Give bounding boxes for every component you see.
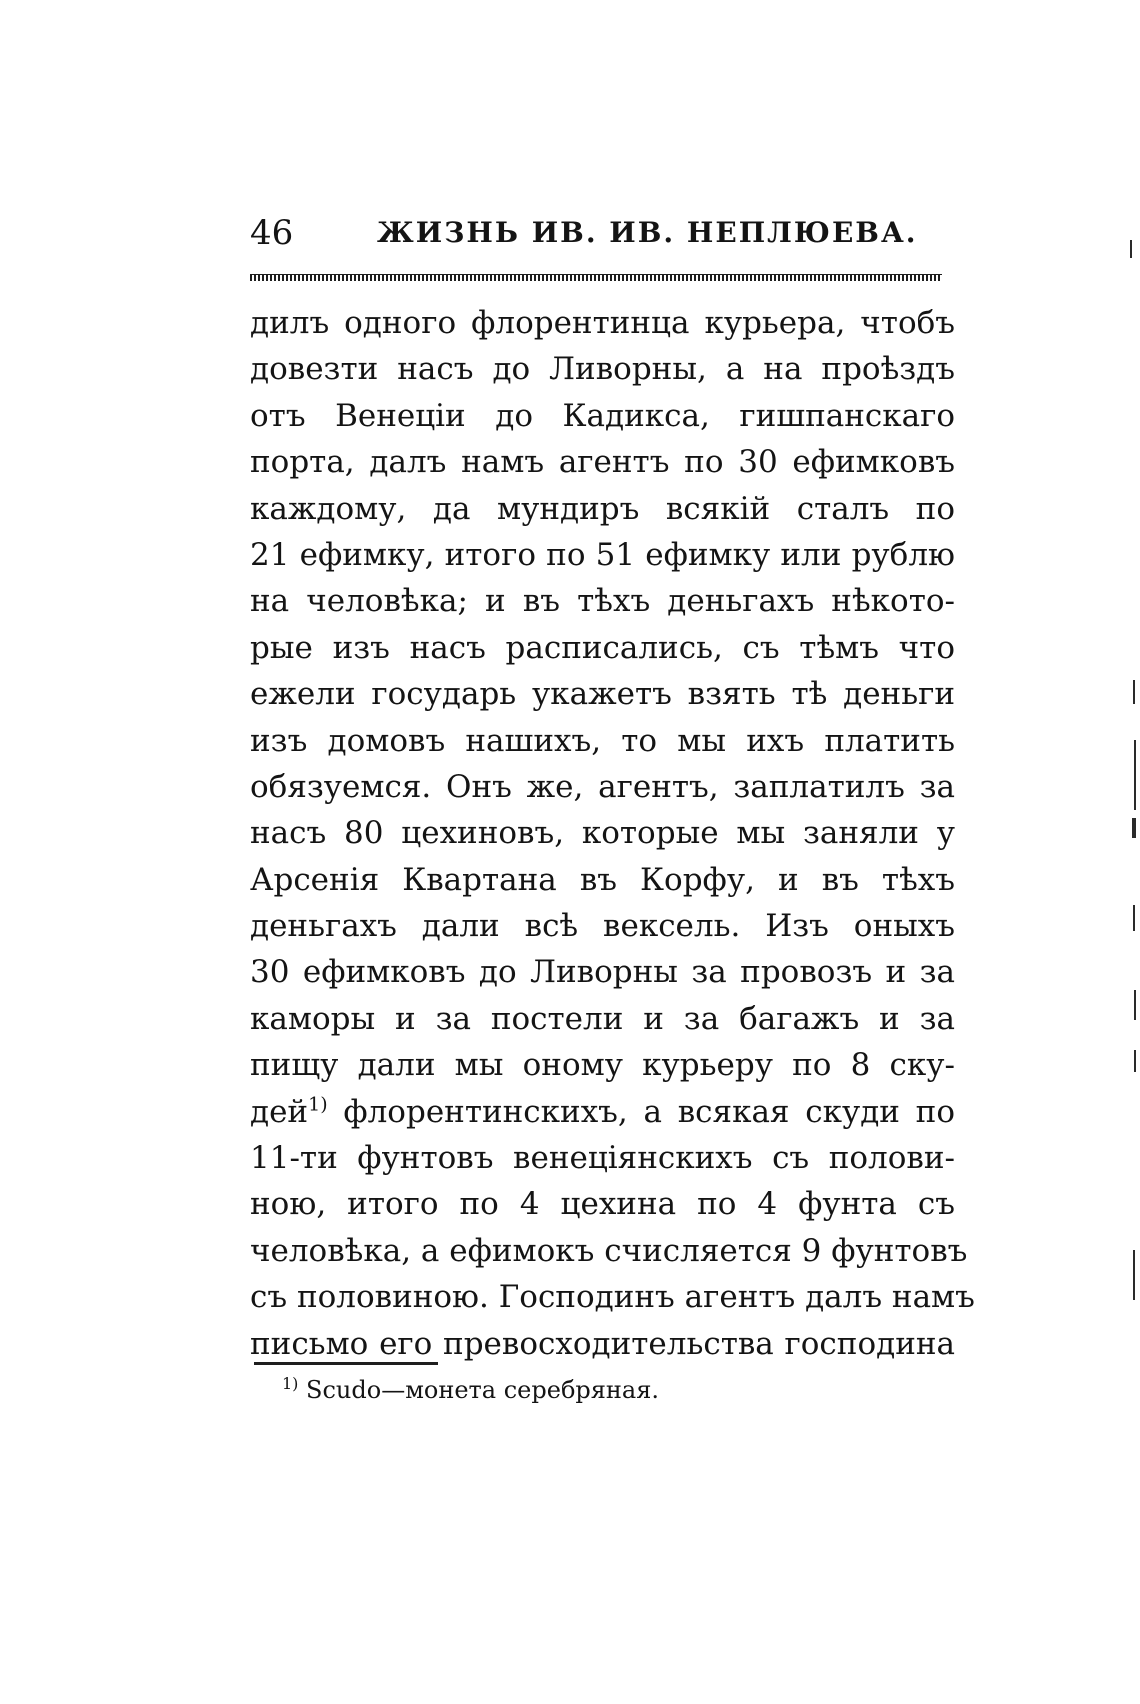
footnote-text: Scudo—монета серебряная. [298, 1376, 659, 1404]
line-text-after-ref: флорентинскихъ, а всякая скуди по [327, 1093, 955, 1130]
header-rule [250, 274, 942, 281]
text-line: ною, итого по 4 цехина по 4 фунта съ [250, 1186, 955, 1223]
line-text-before-ref: дей [250, 1093, 309, 1130]
text-line: отъ Венеціи до Кадикса, гишпанскаго [250, 397, 955, 434]
footnote-reference[interactable]: 1) [308, 1093, 328, 1116]
text-line: Арсенія Квартана въ Корфу, и въ тѣхъ [250, 861, 955, 898]
scan-edge-mark [1134, 1050, 1136, 1072]
text-line: каморы и за постели и за багажъ и за [250, 1000, 955, 1037]
page-number: 46 [250, 213, 294, 253]
footnote [282, 1372, 659, 1408]
text-line: 30 ефимковъ до Ливорны за провозъ и за [250, 954, 955, 991]
text-line-with-footnote-ref [250, 1089, 955, 1135]
text-line: съ половиною. Господинъ агентъ далъ намъ [250, 1279, 975, 1316]
running-title: ЖИЗНЬ ИВ. ИВ. НЕПЛЮЕВА. [377, 216, 918, 249]
scan-edge-mark [1130, 240, 1132, 258]
scan-edge-mark [1133, 680, 1135, 704]
scan-edge-mark [1134, 990, 1136, 1020]
text-line: довезти насъ до Ливорны, а на проѣздъ [250, 351, 955, 388]
text-line: деньгахъ дали всѣ вексель. Изъ оныхъ [250, 908, 955, 945]
scan-edge-mark [1133, 1250, 1135, 1300]
body-text [250, 300, 975, 1367]
text-line: дилъ одного флорентинца курьера, чтобъ [250, 305, 955, 341]
text-line: каждому, да мундиръ всякій сталъ по [250, 490, 955, 527]
scan-edge-mark [1132, 818, 1136, 838]
text-line: на человѣка; и въ тѣхъ деньгахъ нѣкото- [250, 583, 955, 620]
text-line: пищу дали мы оному курьеру по 8 ску- [250, 1047, 955, 1084]
text-line: 21 ефимку, итого по 51 ефимку или рублю [250, 536, 955, 573]
text-line: обязуемся. Онъ же, агентъ, заплатилъ за [250, 768, 955, 805]
text-line: ежели государь укажетъ взять тѣ деньги [250, 676, 955, 713]
scan-edge-mark [1134, 740, 1136, 810]
scan-edge-mark [1133, 905, 1135, 931]
text-line: письмо его превосходительства господина [250, 1325, 955, 1362]
page-header [250, 208, 950, 258]
text-line: 11-ти фунтовъ венеціянскихъ съ полови- [250, 1140, 955, 1177]
text-line: насъ 80 цехиновъ, которые мы заняли у [250, 815, 955, 852]
text-line: человѣка, а ефимокъ счисляется 9 фунтовъ [250, 1232, 968, 1269]
footnote-mark: 1) [282, 1374, 299, 1393]
footnote-rule [254, 1362, 438, 1365]
text-line: изъ домовъ нашихъ, то мы ихъ платить [250, 722, 955, 759]
text-line: порта, далъ намъ агентъ по 30 ефимковъ [250, 444, 955, 481]
text-line: рые изъ насъ расписались, съ тѣмъ что [250, 629, 955, 666]
